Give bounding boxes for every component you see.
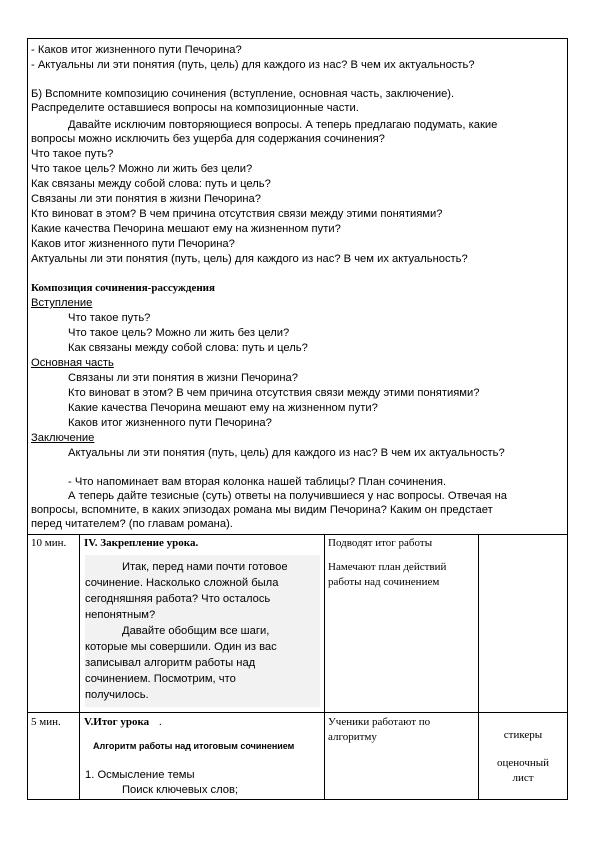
algorithm-item: Поиск ключевых слов; [122,784,239,796]
main-part-item: Каков итог жизненного пути Печорина? [68,417,272,429]
teacher-text-line: Итак, перед нами почти готовое [122,561,288,573]
question-line: Какие качества Печорина мешают ему на жизненном пути? [31,223,341,235]
column-divider [324,534,325,800]
question-line: Что такое цель? Можно ли жить без цели? [31,163,253,175]
main-part-item: Какие качества Печорина мешают ему на жизненном пути? [68,402,378,414]
teacher-text-line: сегодняшняя работа? Что осталось [85,593,271,605]
text-line: Распределите оставшиеся вопросы на композиционные части. [31,102,359,114]
row4-time: 10 мин. [31,537,67,549]
teacher-text-line: записывал алгоритм работы над [85,657,256,669]
row4-student-text: работы над сочинением [328,576,440,588]
row4-student-text: Намечают план действий [328,561,447,573]
main-part-item: Кто виноват в этом? В чем причина отсутствия связи между этими понятиями? [68,387,480,399]
row-divider [27,712,568,713]
row5-stage-period: . [159,716,162,728]
text-line: Б) Вспомните композицию сочинения (вступление, основная часть, заключение). [31,88,455,100]
composition-title: Композиция сочинения-рассуждения [31,282,215,294]
text-line: - Актуальны ли эти понятия (путь, цель) для каждого из нас? В чем их актуальность? [31,59,475,71]
teacher-text-line: непонятным? [85,609,156,621]
row4-student-text: Подводят итог работы [328,537,433,549]
text-line: Давайте исключим повторяющиеся вопросы. А теперь предлагаю подумать, какие [68,119,498,131]
teacher-text-line: получилось. [85,689,149,701]
question-line: Что такое путь? [31,148,114,160]
question-line: Каков итог жизненного пути Печорина? [31,238,235,250]
text-line: вопросы, вспомните, в каких эпизодах романа мы видим Печорина? Каким он предстает [31,504,493,516]
algorithm-title: Алгоритм работы над итоговым сочинением [93,741,295,751]
text-line: перед читателем? (по главам романа). [31,518,233,530]
teacher-text-line: Давайте обобщим все шаги, [122,625,270,637]
main-part-item: Связаны ли эти понятия в жизни Печорина? [68,372,299,384]
main-part-heading: Основная часть [31,357,114,369]
text-line: А теперь дайте тезисные (суть) ответы на получившиеся у нас вопросы. Отвечая на [68,490,507,502]
row5-student-text: Ученики работают по [328,716,431,728]
resource-item: стикеры [503,729,543,741]
question-line: Связаны ли эти понятия в жизни Печорина? [31,193,262,205]
intro-item: Как связаны между собой слова: путь и цель? [68,342,308,354]
row5-stage-title: V.Итог урока [84,716,150,728]
question-line: Кто виноват в этом? В чем причина отсутствия связи между этими понятиями? [31,208,443,220]
conclusion-heading: Заключение [31,432,95,444]
row4-stage-title: IV. Закрепление урока. [84,537,199,549]
algorithm-item: 1. Осмысление темы [85,769,195,781]
teacher-text-line: сочинением. Посмотрим, что [85,673,236,685]
resource-item: лист [512,772,534,784]
lesson-plan-page [27,38,568,800]
intro-item: Что такое цель? Можно ли жить без цели? [68,327,290,339]
conclusion-item: Актуальны ли эти понятия (путь, цель) для каждого из нас? В чем их актуальность? [68,447,505,459]
row5-time: 5 мин. [31,716,61,728]
text-line: - Что напоминает вам вторая колонка нашей таблицы? План сочинения. [68,476,447,488]
resource-item: оценочный [496,757,550,769]
teacher-text-line: которые мы совершили. Один из вас [85,641,277,653]
intro-heading: Вступление [31,297,93,309]
row5-student-text: алгоритму [328,731,377,743]
teacher-text-line: сочинение. Насколько сложной была [85,577,279,589]
column-divider [79,534,80,800]
text-line: - Каков итог жизненного пути Печорина? [31,44,242,56]
text-line: вопросы можно исключить без ущерба для содержания сочинения? [31,133,385,145]
intro-item: Что такое путь? [68,312,151,324]
question-line: Как связаны между собой слова: путь и цель? [31,178,271,190]
question-line: Актуальны ли эти понятия (путь, цель) для каждого из нас? В чем их актуальность? [31,253,468,265]
